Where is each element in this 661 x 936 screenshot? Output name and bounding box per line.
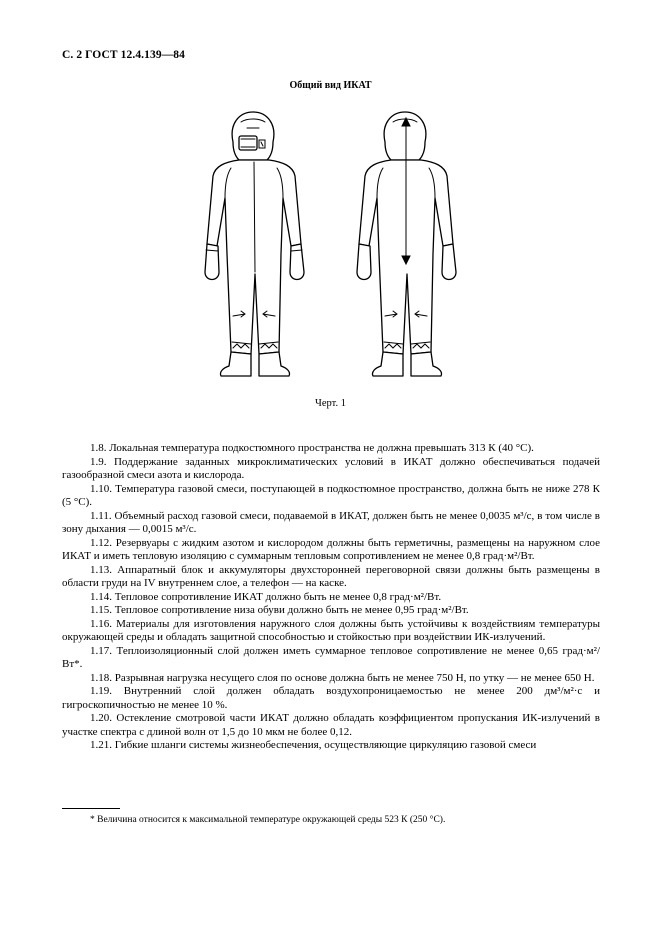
paragraph: 1.13. Аппаратный блок и аккумуляторы двухсторонней переговорной связи должны быть размещены в области груди на IV внутреннем слое, а телефон — на каске. xyxy=(62,563,600,589)
paragraph: 1.12. Резервуары с жидким азотом и кислородом должны быть герметичны, размещены на наружном слое ИКАТ и иметь тепловую изоляцию с суммарным тепловым сопротивлением не менее 0,8 град·м²/Вт. xyxy=(62,536,600,562)
footnote: * Величина относится к максимальной температуре окружающей среды 523 К (250 °С). xyxy=(90,815,446,825)
paragraph: 1.15. Тепловое сопротивление низа обуви должно быть не менее 0,95 град·м²/Вт. xyxy=(90,604,469,616)
suit-back-view xyxy=(357,112,456,376)
figure-caption: Черт. 1 xyxy=(315,398,346,409)
paragraph: 1.11. Объемный расход газовой смеси, подаваемой в ИКАТ, должен быть не менее 0,0035 м³/с, в том числе в зону дыхания — 0,0015 м³/с. xyxy=(62,509,600,535)
page-header: С. 2 ГОСТ 12.4.139—84 xyxy=(62,49,185,61)
figure-title: Общий вид ИКАТ xyxy=(289,80,372,91)
paragraph: 1.10. Температура газовой смеси, поступающей в подкостюмное пространство, должна быть не ниже 278 К (5 °С). xyxy=(62,482,600,508)
suit-illustration xyxy=(195,104,475,394)
paragraph: 1.18. Разрывная нагрузка несущего слоя по основе должна быть не менее 750 Н, по утку — не менее 650 Н. xyxy=(90,671,595,684)
paragraph: 1.9. Поддержание заданных микроклиматических условий в ИКАТ должно обеспечиваться подачей газообразной смеси азота и кислорода. xyxy=(62,455,600,481)
document-body xyxy=(62,442,600,753)
paragraph: 1.14. Тепловое сопротивление ИКАТ должно быть не менее 0,8 град·м²/Вт. xyxy=(90,590,442,603)
footnote-divider xyxy=(62,808,120,809)
paragraph: 1.19. Внутренний слой должен обладать воздухопроницаемостью не менее 200 дм³/м²·с и гигроскопичностью не менее 10 %. xyxy=(62,685,600,711)
paragraph: 1.16. Материалы для изготовления наружного слоя должны быть устойчивы к воздействиям температуры окружающей среды и обладать защитной способностью и стойкостью при воздействии ИК-излучений. xyxy=(62,617,600,643)
paragraph: 1.20. Остекление смотровой части ИКАТ должно обладать коэффициентом пропускания ИК-излучений в участке спектра с длиной волн от 1,5 до 10 мкм не более 0,12. xyxy=(62,712,600,738)
paragraph: 1.21. Гибкие шланги системы жизнеобеспечения, осуществляющие циркуляцию газовой смеси xyxy=(90,739,537,751)
suit-front-view xyxy=(205,112,304,376)
paragraph: 1.8. Локальная температура подкостюмного пространства не должна превышать 313 К (40 °С). xyxy=(90,442,534,454)
paragraph: 1.17. Теплоизоляционный слой должен иметь суммарное тепловое сопротивление не менее 0,65 град·м²/Вт*. xyxy=(62,644,600,670)
